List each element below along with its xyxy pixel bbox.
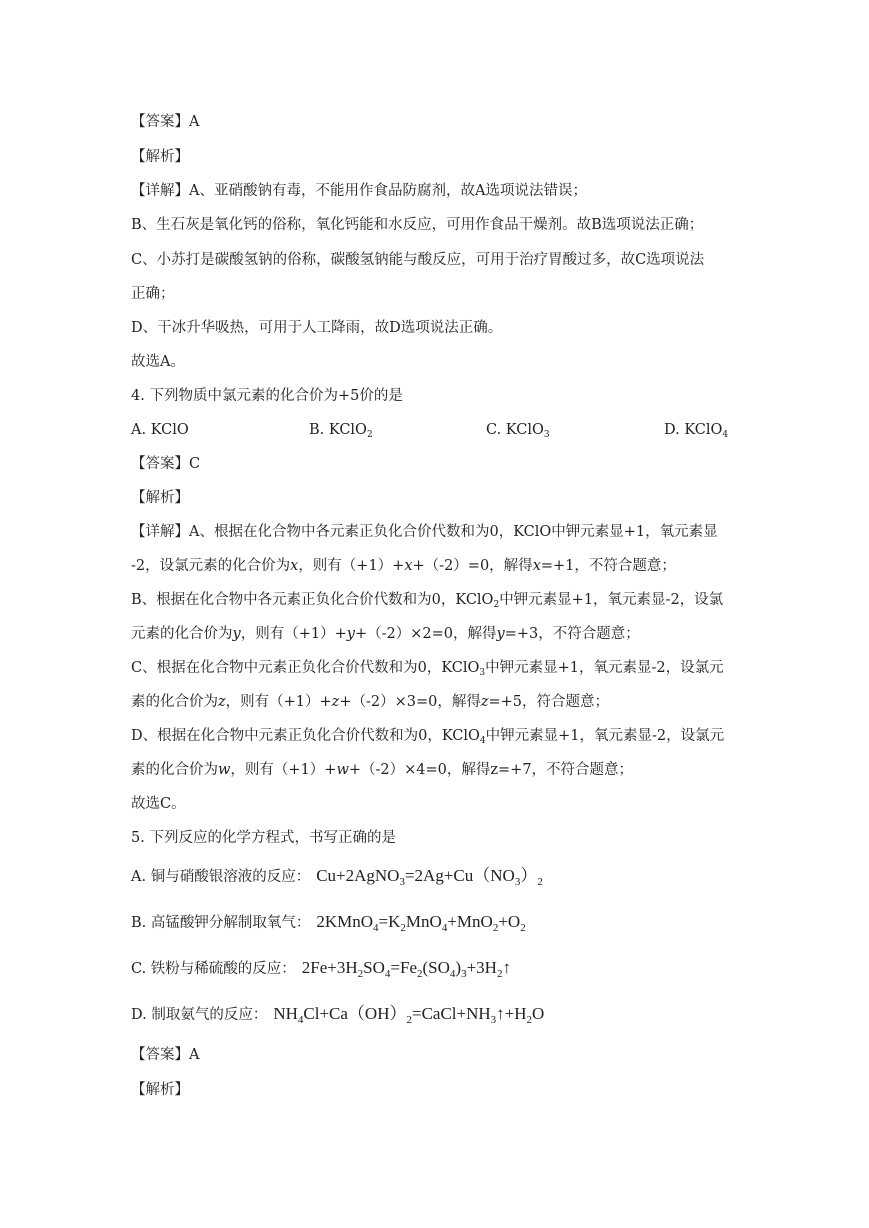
q4-detail-d-line1 <box>131 726 724 746</box>
subscript: 3 <box>479 668 486 678</box>
q4-detail-a-line2 <box>131 556 676 576</box>
text-span: +（-2）=0，解得 <box>412 558 533 574</box>
q5-analysis-heading: 【解析】 <box>131 1082 189 1098</box>
q4-option-b-label: B. <box>309 422 325 438</box>
q4-detail-b-line1 <box>131 590 723 610</box>
q5-option-c-equation: $2Fe+3H_2SO_4=Fe_2(SO_4)_3+3H_2↑$ <box>301 958 511 980</box>
variable: y <box>346 626 355 642</box>
q4-option-c-subscript: 3 <box>543 430 550 440</box>
text-span: 素的化合价为 <box>131 694 218 710</box>
subscript: 2 <box>493 600 500 610</box>
q4-option-d-label: D. <box>664 422 680 438</box>
variable: w <box>218 762 231 778</box>
q4-option-a <box>131 420 189 440</box>
q3-conclusion: 故选A。 <box>131 354 185 370</box>
text-span: =+5，符合题意； <box>488 694 610 710</box>
q4-option-c-label: C. <box>486 422 502 438</box>
q4-option-b-formula: KClO <box>328 422 367 438</box>
q5-option-b <box>131 912 526 933</box>
q4-option-a-formula: KClO <box>150 422 189 438</box>
text-span: +（-2）×4=0，解得z=+7，不符合题意； <box>348 762 634 778</box>
q5-option-a-text: A. 铜与硝酸银溶液的反应： <box>131 869 311 885</box>
text-span: =+1，不符合题意； <box>540 558 676 574</box>
text-span: ，则有（+1）+ <box>230 762 337 778</box>
q5-option-a <box>131 866 543 887</box>
q3-detail-a: 【详解】A、亚硝酸钠有毒，不能用作食品防腐剂，故A选项说法错误； <box>131 183 587 199</box>
variable: z <box>480 694 489 710</box>
variable: y <box>232 626 241 642</box>
text-span: ，则有（+1）+ <box>298 558 405 574</box>
q4-option-b-subscript: 2 <box>366 430 373 440</box>
q4-analysis-heading: 【解析】 <box>131 490 189 506</box>
q5-option-d-text: D. 制取氨气的反应： <box>131 1007 268 1023</box>
text-span: =+3，不符合题意； <box>504 626 640 642</box>
q4-conclusion: 故选C。 <box>131 796 186 812</box>
q5-option-a-equation: $Cu+2AgNO_3=2Ag+Cu(NO_3)_2$ <box>316 866 543 888</box>
q3-detail-d: D、干冰升华吸热，可用于人工降雨，故D选项说法正确。 <box>131 320 503 336</box>
text-span: 中钾元素显+1，氧元素显-2，设氯元 <box>485 660 724 676</box>
q5-option-c <box>131 958 511 979</box>
q5-option-c-text: C. 铁粉与稀硫酸的反应： <box>131 961 296 977</box>
q3-detail-b: B、生石灰是氧化钙的俗称，氧化钙能和水反应，可用作食品干燥剂。故B选项说法正确； <box>131 217 704 233</box>
variable: z <box>331 694 340 710</box>
q4-option-b <box>309 420 373 440</box>
text-span: D、根据在化合物中元素正负化合价代数和为0，KClO <box>131 728 480 744</box>
subscript: 4 <box>479 736 486 746</box>
q4-detail-d-line2 <box>131 760 633 780</box>
q4-detail-a-line1: 【详解】A、根据在化合物中各元素正负化合价代数和为0，KClO中钾元素显+1，氧元素显 <box>131 524 718 540</box>
variable: x <box>290 558 299 574</box>
text-span: 中钾元素显+1，氧元素显-2，设氯 <box>499 592 724 608</box>
q4-answer: 【答案】C <box>131 456 201 472</box>
q3-answer: 【答案】A <box>131 114 200 130</box>
q4-detail-c-line2 <box>131 692 609 712</box>
q3-detail-c-line1: C、小苏打是碳酸氢钠的俗称，碳酸氢钠能与酸反应，可用于治疗胃酸过多，故C选项说法 <box>131 252 705 268</box>
text-span: +（-2）×2=0，解得 <box>354 626 497 642</box>
text-span: B、根据在化合物中各元素正负化合价代数和为0，KClO <box>131 592 494 608</box>
q4-option-c-formula: KClO <box>505 422 544 438</box>
q4-option-c <box>486 420 550 440</box>
variable: z <box>218 694 226 710</box>
q4-option-d-subscript: 4 <box>722 430 729 440</box>
variable: x <box>532 558 541 574</box>
variable: w <box>336 762 349 778</box>
text-span: +（-2）×3=0，解得 <box>339 694 481 710</box>
text-span: ，则有（+1）+ <box>240 626 347 642</box>
q5-option-d-equation: $NH_4Cl+Ca(OH)_2=CaCl+NH_3↑+H_2O$ <box>273 1004 545 1026</box>
q4-option-d-formula: KClO <box>684 422 723 438</box>
q4-detail-c-line1 <box>131 658 724 678</box>
text-span: 中钾元素显+1，氧元素显-2，设氯元 <box>485 728 725 744</box>
q4-stem: 4. 下列物质中氯元素的化合价为+5价的是 <box>131 388 403 404</box>
q3-analysis-heading: 【解析】 <box>131 149 189 165</box>
q4-option-a-label: A. <box>131 422 147 438</box>
q5-stem: 5. 下列反应的化学方程式，书写正确的是 <box>131 830 396 846</box>
variable: x <box>404 558 413 574</box>
q4-option-d <box>664 420 728 440</box>
q5-answer: 【答案】A <box>131 1047 200 1063</box>
text-span: C、根据在化合物中元素正负化合价代数和为0，KClO <box>131 660 480 676</box>
text-span: 元素的化合价为 <box>131 626 233 642</box>
text-span: ，则有（+1）+ <box>225 694 332 710</box>
q4-detail-b-line2 <box>131 624 640 644</box>
variable: y <box>496 626 505 642</box>
text-span: -2，设氯元素的化合价为 <box>131 558 291 574</box>
text-span: 素的化合价为 <box>131 762 218 778</box>
q3-detail-c-line2: 正确； <box>131 286 175 302</box>
q5-option-b-equation: $2KMnO_4=K_2MnO_4+MnO_2+O_2$ <box>316 912 526 934</box>
q5-option-d <box>131 1004 544 1025</box>
q5-option-b-text: B. 高锰酸钾分解制取氧气： <box>131 915 311 931</box>
